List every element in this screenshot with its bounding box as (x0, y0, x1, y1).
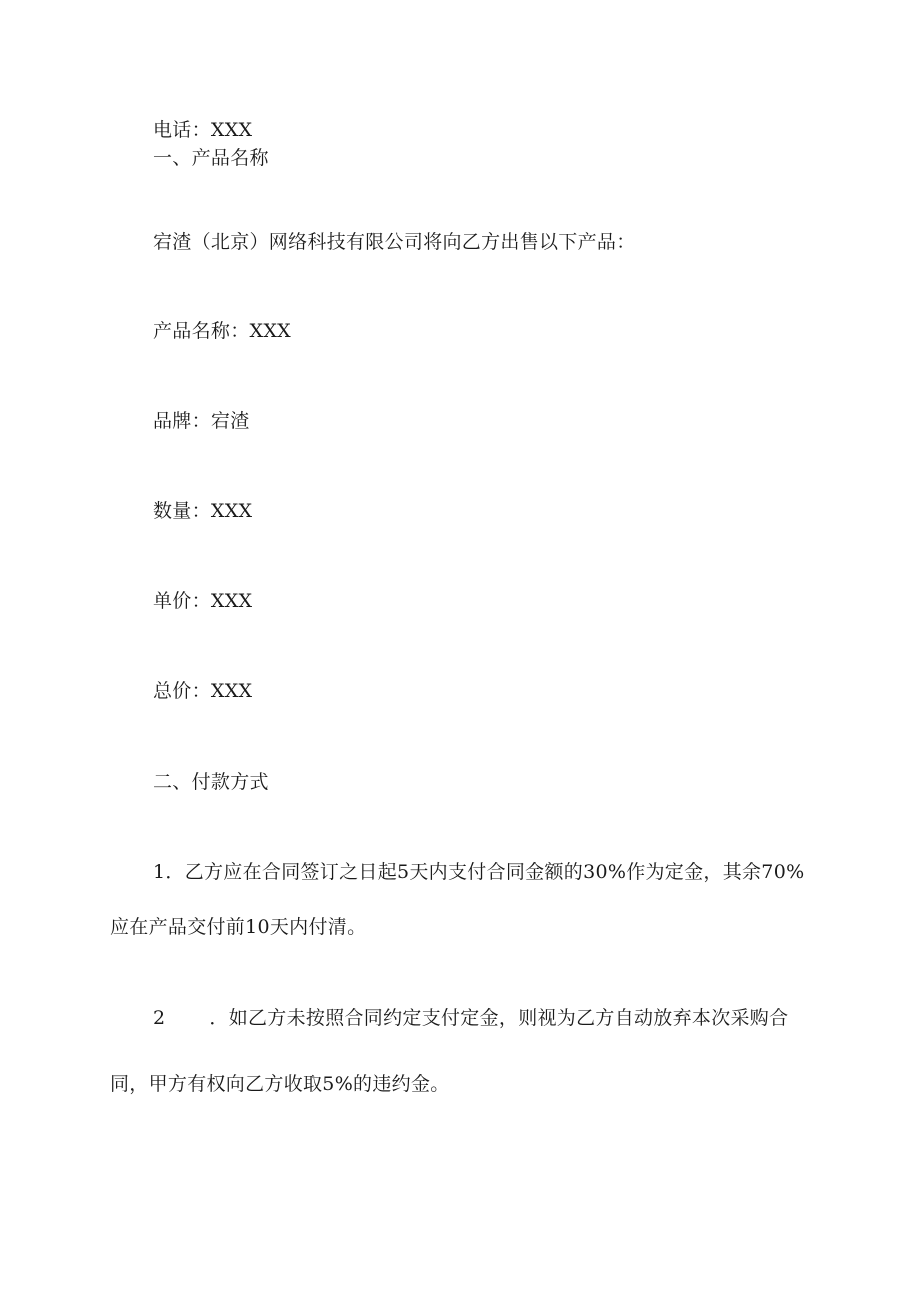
clause1-number: 1 (153, 861, 166, 883)
field-total-price: 总价：XXX (153, 680, 253, 702)
section1-heading: 一、产品名称 (153, 147, 269, 169)
section2-heading: 二、付款方式 (153, 771, 269, 793)
clause1-line2: 应在产品交付前10天内付清。 (110, 916, 367, 938)
clause2-line1 (153, 1005, 788, 1031)
field-product-name: 产品名称：XXX (153, 320, 291, 342)
field-quantity: 数量：XXX (153, 500, 253, 522)
clause2-number: 2 (153, 1007, 166, 1029)
section1-intro: 宕渣（北京）网络科技有限公司将向乙方出售以下产品： (153, 231, 636, 253)
clause2-line2: 同，甲方有权向乙方收取5%的违约金。 (110, 1073, 450, 1095)
clause2-text: ．如乙方未按照合同约定支付定金，则视为乙方自动放弃本次采购合 (209, 1007, 789, 1029)
field-brand: 品牌：宕渣 (153, 410, 250, 432)
clause1-text: ．乙方应在合同签订之日起5天内支付合同金额的30%作为定金，其余70% (165, 861, 805, 883)
clause1-line1 (153, 859, 804, 885)
field-unit-price: 单价：XXX (153, 590, 253, 612)
phone-line: 电话：XXX (153, 119, 253, 141)
